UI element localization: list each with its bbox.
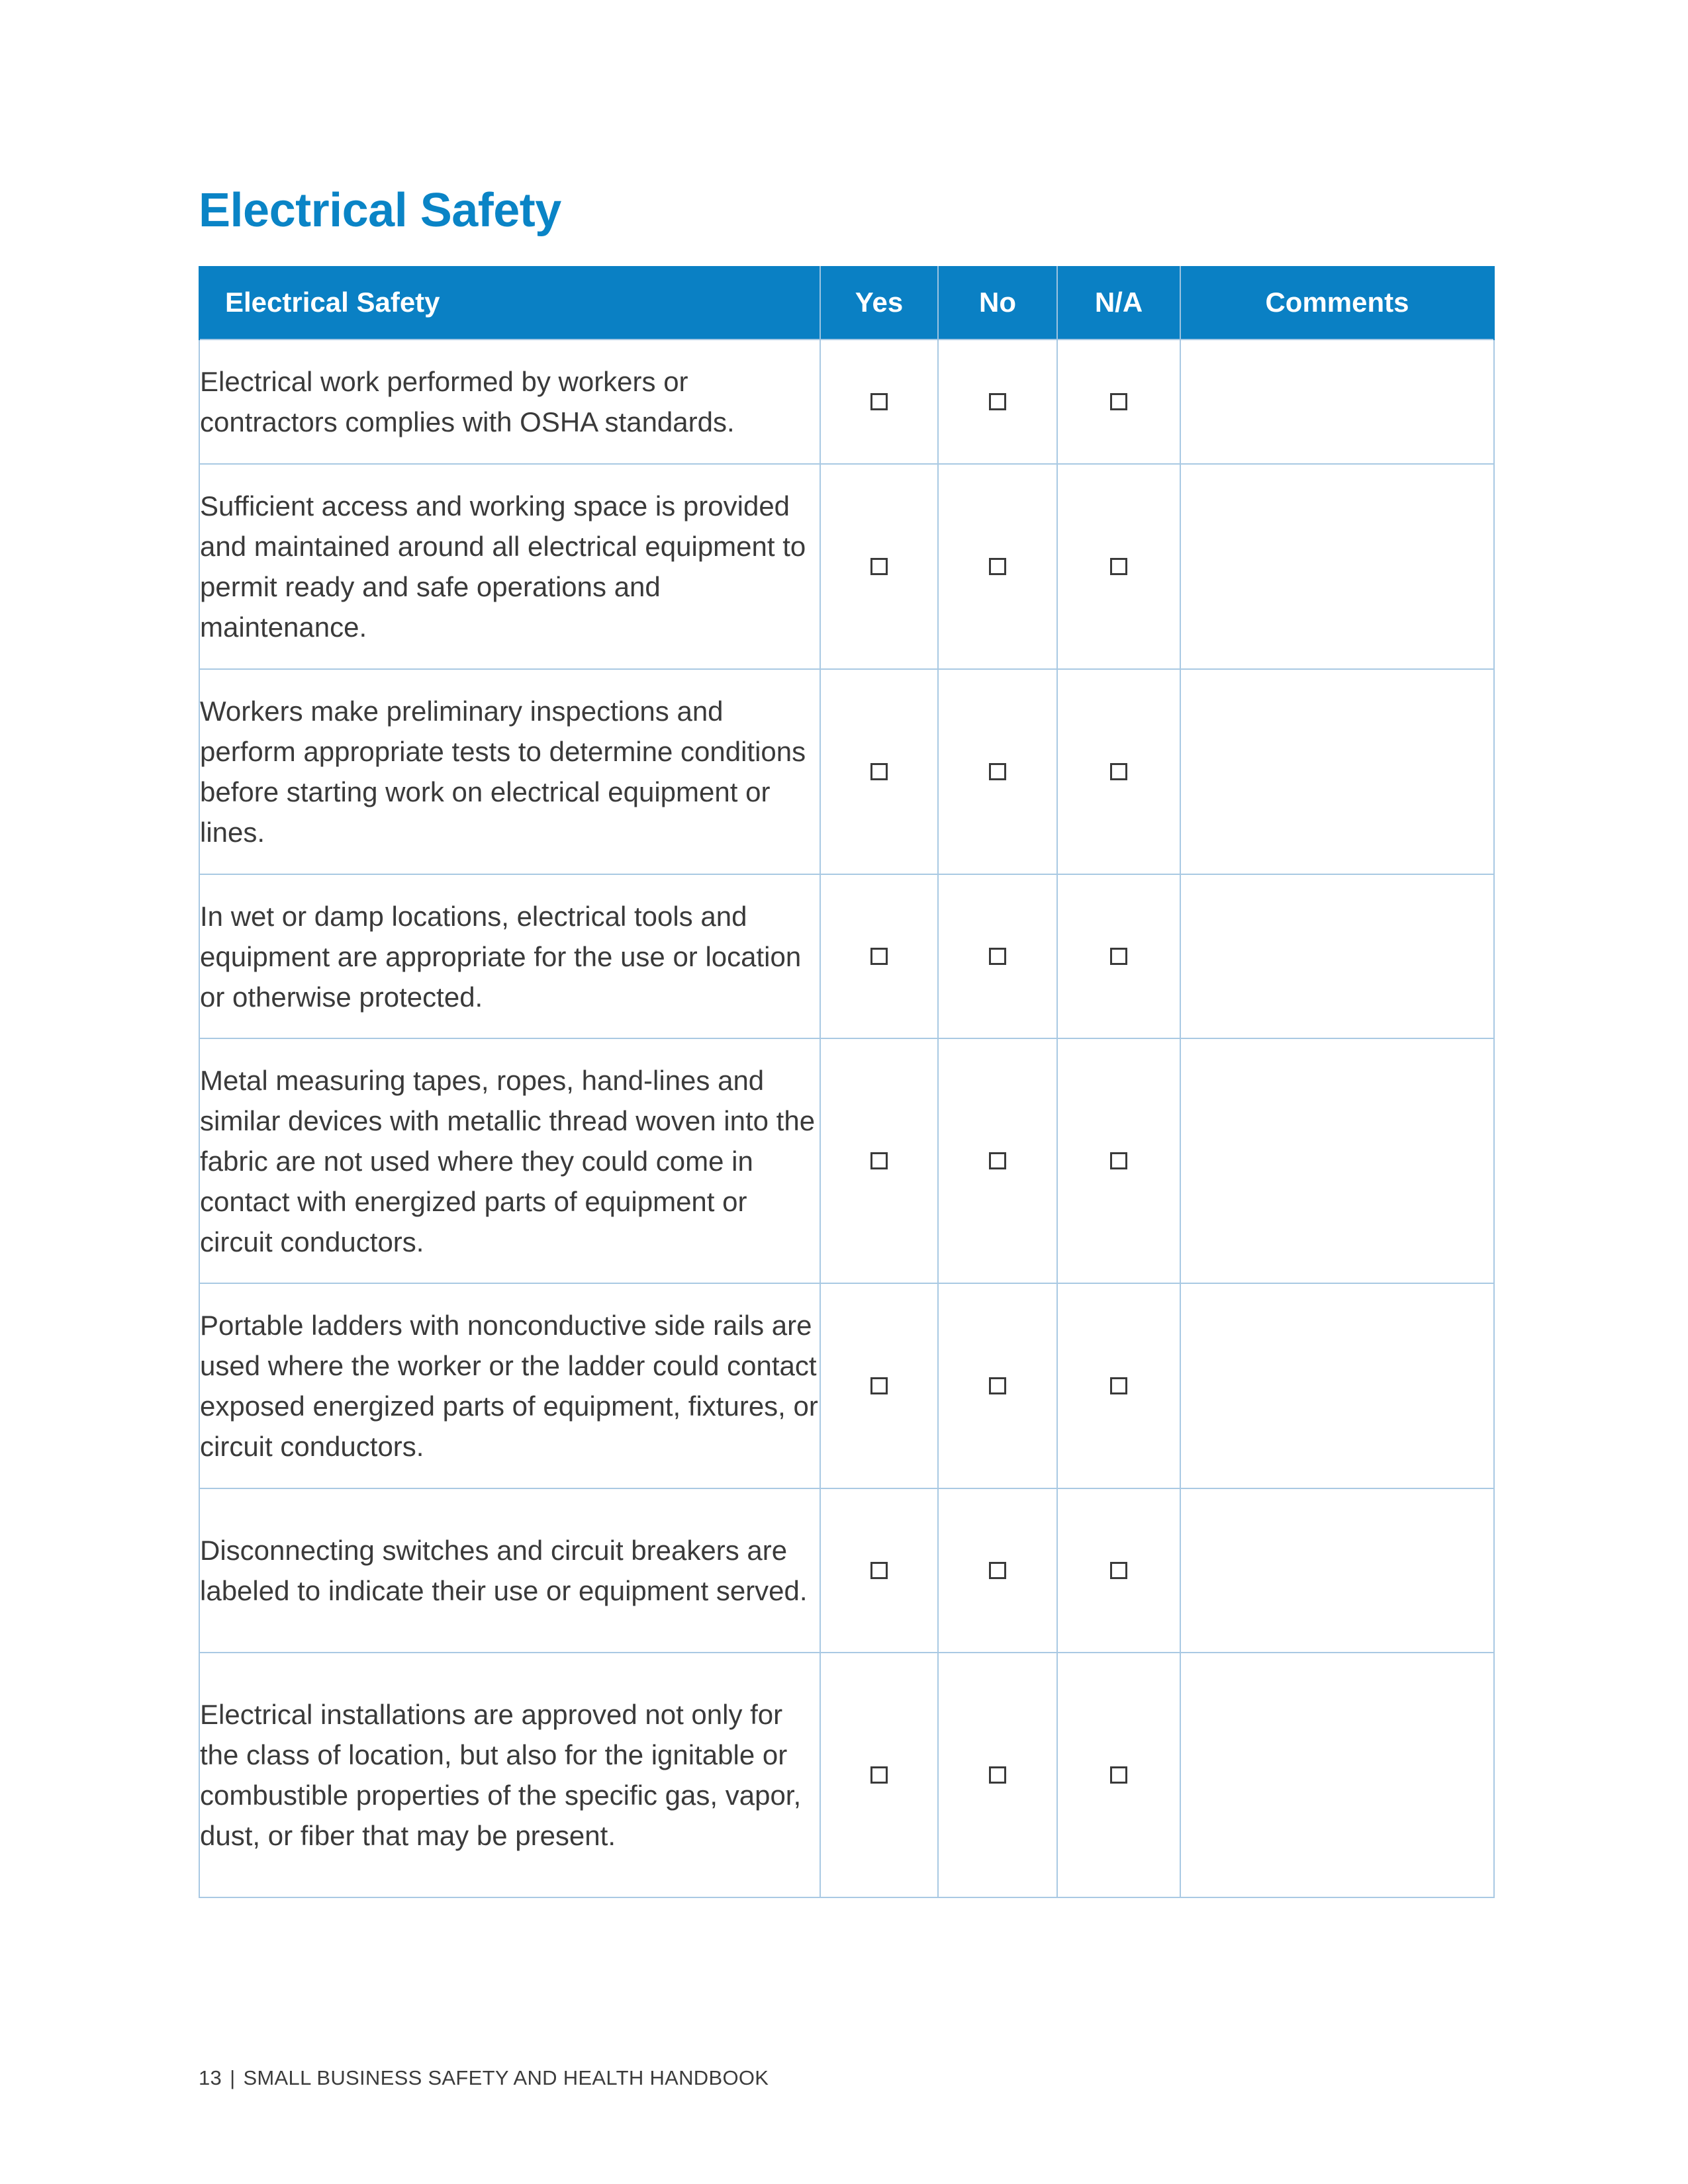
- comments-cell[interactable]: [1180, 340, 1494, 464]
- table-row: [199, 1038, 1494, 1283]
- yes-checkbox[interactable]: [870, 1377, 888, 1394]
- yes-checkbox[interactable]: [870, 948, 888, 965]
- page-title: Electrical Safety: [199, 184, 561, 237]
- yes-checkbox[interactable]: [870, 558, 888, 575]
- footer-separator: |: [230, 2066, 236, 2089]
- yes-checkbox[interactable]: [870, 1152, 888, 1169]
- page-footer: [199, 2066, 769, 2090]
- item-text: Sufficient access and working space is provided and maintained around all electrical equipment to permit ready and safe operations and maintenance.: [199, 464, 820, 669]
- no-checkbox[interactable]: [989, 763, 1006, 780]
- item-text: Metal measuring tapes, ropes, hand-lines and similar devices with metallic thread woven into the fabric are not used where they could come in contact with energized parts of equipment or circuit conductors.: [199, 1038, 820, 1283]
- yes-checkbox[interactable]: [870, 763, 888, 780]
- na-checkbox[interactable]: [1110, 1377, 1127, 1394]
- checklist-table: [199, 266, 1495, 1898]
- comments-cell[interactable]: [1180, 1283, 1494, 1488]
- table-row: [199, 669, 1494, 874]
- no-checkbox[interactable]: [989, 1562, 1006, 1579]
- table-row: [199, 464, 1494, 669]
- na-checkbox[interactable]: [1110, 393, 1127, 410]
- na-checkbox[interactable]: [1110, 1152, 1127, 1169]
- book-title: SMALL BUSINESS SAFETY AND HEALTH HANDBOOK: [243, 2066, 769, 2089]
- no-checkbox[interactable]: [989, 558, 1006, 575]
- na-checkbox[interactable]: [1110, 558, 1127, 575]
- no-checkbox[interactable]: [989, 1377, 1006, 1394]
- header-yes: Yes: [820, 266, 938, 340]
- item-text: In wet or damp locations, electrical tools and equipment are appropriate for the use or location or otherwise protected.: [199, 874, 820, 1038]
- no-checkbox[interactable]: [989, 948, 1006, 965]
- header-item: Electrical Safety: [199, 266, 820, 340]
- no-checkbox[interactable]: [989, 393, 1006, 410]
- header-comments: Comments: [1180, 266, 1494, 340]
- yes-checkbox[interactable]: [870, 393, 888, 410]
- table-row: [199, 1283, 1494, 1488]
- header-no: No: [938, 266, 1057, 340]
- header-na: N/A: [1057, 266, 1180, 340]
- item-text: Electrical installations are approved not only for the class of location, but also for the ignitable or combustible properties of the specific gas, vapor, dust, or fiber that may be present.: [199, 1653, 820, 1897]
- table-row: [199, 874, 1494, 1038]
- item-text: Electrical work performed by workers or contractors complies with OSHA standards.: [199, 340, 820, 464]
- table-row: [199, 340, 1494, 464]
- comments-cell[interactable]: [1180, 1488, 1494, 1653]
- yes-checkbox[interactable]: [870, 1562, 888, 1579]
- table-row: [199, 1653, 1494, 1897]
- comments-cell[interactable]: [1180, 1653, 1494, 1897]
- no-checkbox[interactable]: [989, 1766, 1006, 1784]
- item-text: Workers make preliminary inspections and perform appropriate tests to determine conditions before starting work on electrical equipment or lines.: [199, 669, 820, 874]
- item-text: Disconnecting switches and circuit breakers are labeled to indicate their use or equipment served.: [199, 1488, 820, 1653]
- comments-cell[interactable]: [1180, 464, 1494, 669]
- yes-checkbox[interactable]: [870, 1766, 888, 1784]
- item-text: Portable ladders with nonconductive side rails are used where the worker or the ladder could contact exposed energized parts of equipment, fixtures, or circuit conductors.: [199, 1283, 820, 1488]
- no-checkbox[interactable]: [989, 1152, 1006, 1169]
- na-checkbox[interactable]: [1110, 1766, 1127, 1784]
- comments-cell[interactable]: [1180, 874, 1494, 1038]
- na-checkbox[interactable]: [1110, 763, 1127, 780]
- table-row: [199, 1488, 1494, 1653]
- comments-cell[interactable]: [1180, 1038, 1494, 1283]
- page-number: 13: [199, 2066, 222, 2089]
- na-checkbox[interactable]: [1110, 948, 1127, 965]
- comments-cell[interactable]: [1180, 669, 1494, 874]
- na-checkbox[interactable]: [1110, 1562, 1127, 1579]
- table-header-row: [199, 266, 1494, 340]
